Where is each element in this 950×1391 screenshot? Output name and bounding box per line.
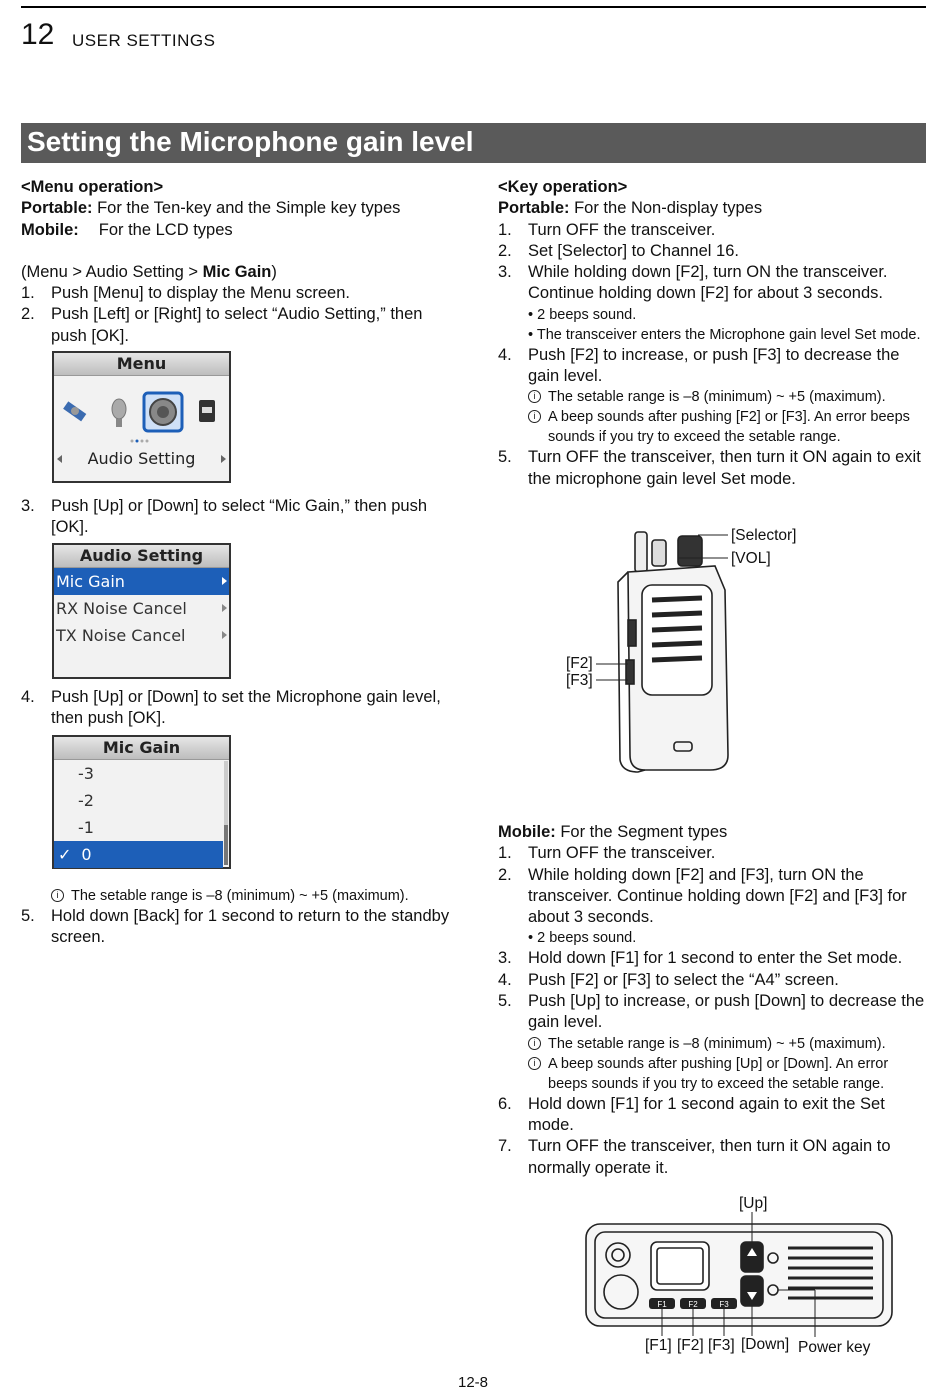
function-keys: [649, 1298, 737, 1309]
page-number: 12-8: [458, 1374, 489, 1391]
chevron-right-icon: [222, 631, 227, 639]
left-step-2: 2. Push [Left] or [Right] to select “Audio Setting,” then push [OK].: [21, 305, 423, 345]
right-note-beep: i A beep sounds after pushing [F2] or [F3]. An error beeps sounds if you try to exceed the setable range.: [498, 407, 928, 447]
left-portable-line: Portable: For the Ten-key and the Simple key types: [21, 199, 401, 218]
scrollbar: [224, 761, 228, 865]
f1-label: [F1]: [645, 1337, 672, 1354]
key-operation-heading: <Key operation>: [498, 178, 628, 196]
right-step-2: 2. Set [Selector] to Channel 16.: [498, 241, 739, 260]
mobile-note-range: i The setable range is –8 (minimum) ~ +5 (maximum).: [498, 1034, 928, 1054]
satellite-icon: [63, 401, 86, 421]
f3-label: [F3]: [566, 672, 593, 689]
audio-setting-screen: [52, 543, 231, 679]
right-step-4: 4. Push [F2] to increase, or push [F3] to decrease the gain level.: [498, 345, 900, 386]
mobile-note-beep: i A beep sounds after pushing [Up] or [Down]. An error beeps sounds if you try to exceed the setable range.: [498, 1054, 928, 1094]
mobile-step-3: 3. Hold down [F1] for 1 second to enter the Set mode.: [498, 949, 903, 968]
mic-gain-screen: [52, 735, 231, 869]
check-icon: ✓: [58, 845, 72, 864]
left-step-4: 4. Push [Up] or [Down] to set the Microphone gain level, then push [OK].: [21, 688, 441, 728]
key-label-f3: F3: [719, 1300, 729, 1309]
mobile-f3-label: [F3]: [708, 1337, 735, 1354]
left-column-step3: [21, 496, 461, 539]
f2-label: [F2]: [566, 655, 593, 672]
info-icon: i: [528, 1057, 541, 1070]
right-column-mobile: [498, 822, 928, 1179]
mobile-sub-beeps: • 2 beeps sound.: [528, 930, 637, 947]
vol-label: [VOL]: [731, 550, 771, 567]
menu-screen: [52, 351, 231, 483]
chevron-right-icon: [222, 604, 227, 612]
left-column: [21, 177, 461, 347]
menu-screen-selected-label: Audio Setting: [87, 449, 196, 468]
info-icon: i: [528, 1037, 541, 1050]
mobile-radio-illustration: [583, 1212, 903, 1342]
mobile-step-2: 2. While holding down [F2] and [F3], turn ON the transceiver. Continue holding down [F2] and [F3] for about 3 seconds.: [498, 865, 907, 927]
right-sub-enters: • The transceiver enters the Microphone gain level Set mode.: [528, 326, 921, 343]
memory-card-icon: [199, 400, 215, 422]
section-title: Setting the Microphone gain level: [27, 126, 474, 157]
info-icon: i: [528, 390, 541, 403]
list-item-rx-noise-cancel: RX Noise Cancel: [54, 595, 229, 622]
left-step-1: 1. Push [Menu] to display the Menu screen.: [21, 284, 350, 303]
right-arrow-icon: [221, 455, 226, 463]
right-sub-beeps: • 2 beeps sound.: [528, 306, 637, 323]
left-note-range: i The setable range is –8 (minimum) ~ +5 (maximum).: [21, 886, 461, 906]
mic-gain-title: Mic Gain: [54, 737, 229, 760]
list-item-selected: ✓ 0: [54, 841, 223, 868]
audio-setting-title: Audio Setting: [54, 545, 229, 568]
list-item: -2: [78, 791, 94, 810]
right-step-1: 1. Turn OFF the transceiver.: [498, 220, 716, 239]
menu-screen-title: Menu: [54, 353, 229, 376]
list-item: -3: [78, 764, 94, 783]
header-rule: [21, 6, 926, 8]
list-item: -1: [78, 818, 94, 837]
list-item-tx-noise-cancel: TX Noise Cancel: [54, 622, 229, 649]
left-column-step5: [21, 886, 461, 949]
right-step-3: 3. While holding down [F2], turn ON the transceiver. Continue holding down [F2] for about 3 seconds.: [498, 263, 888, 303]
mobile-step-7: 7. Turn OFF the transceiver, then turn it ON again to normally operate it.: [498, 1137, 891, 1177]
left-column-step4: [21, 687, 461, 730]
info-icon: i: [528, 410, 541, 423]
right-column: [498, 177, 928, 490]
right-step-5: 5. Turn OFF the transceiver, then turn it ON again to exit the microphone gain level Set mode.: [498, 448, 921, 488]
power-key-label: Power key: [798, 1339, 871, 1356]
chevron-right-icon: [222, 577, 227, 585]
menu-operation-heading: <Menu operation>: [21, 178, 164, 196]
mobile-step-1: 1. Turn OFF the transceiver.: [498, 844, 716, 863]
left-mobile-line: Mobile: For the LCD types: [21, 220, 233, 239]
right-note-range: i The setable range is –8 (minimum) ~ +5 (maximum).: [498, 387, 928, 407]
mobile-step-5: 5. Push [Up] to increase, or push [Down] to decrease the gain level.: [498, 992, 925, 1032]
chapter-title: USER SETTINGS: [72, 31, 216, 50]
microphone-icon: [112, 399, 126, 427]
mobile-step-4: 4. Push [F2] or [F3] to select the “A4” screen.: [498, 970, 839, 989]
key-label-f1: F1: [657, 1300, 667, 1309]
right-portable-line: Portable: For the Non-display types: [498, 199, 763, 218]
info-icon: i: [51, 889, 64, 902]
section-title-bar: [21, 123, 926, 163]
left-step-5: 5. Hold down [Back] for 1 second to return to the standby screen.: [21, 907, 450, 947]
mobile-step-6: 6. Hold down [F1] for 1 second again to exit the Set mode.: [498, 1094, 885, 1134]
left-step-3: 3. Push [Up] or [Down] to select “Mic Gain,” then push [OK].: [21, 497, 427, 537]
speaker-icon: [144, 393, 182, 431]
portable-radio-illustration: [560, 520, 810, 780]
left-arrow-icon: [57, 455, 62, 463]
chapter-number: 12: [21, 18, 55, 51]
down-label: [Down]: [741, 1336, 790, 1353]
right-mobile-line: Mobile: For the Segment types: [498, 823, 728, 841]
menu-icons-row: [54, 389, 229, 449]
menu-path: (Menu > Audio Setting > Mic Gain): [21, 262, 277, 281]
selector-label: [Selector]: [731, 527, 797, 544]
list-item-mic-gain: Mic Gain: [54, 568, 229, 595]
key-label-f2: F2: [688, 1300, 698, 1309]
mobile-f2-label: [F2]: [677, 1337, 704, 1354]
up-label: [Up]: [739, 1195, 768, 1212]
